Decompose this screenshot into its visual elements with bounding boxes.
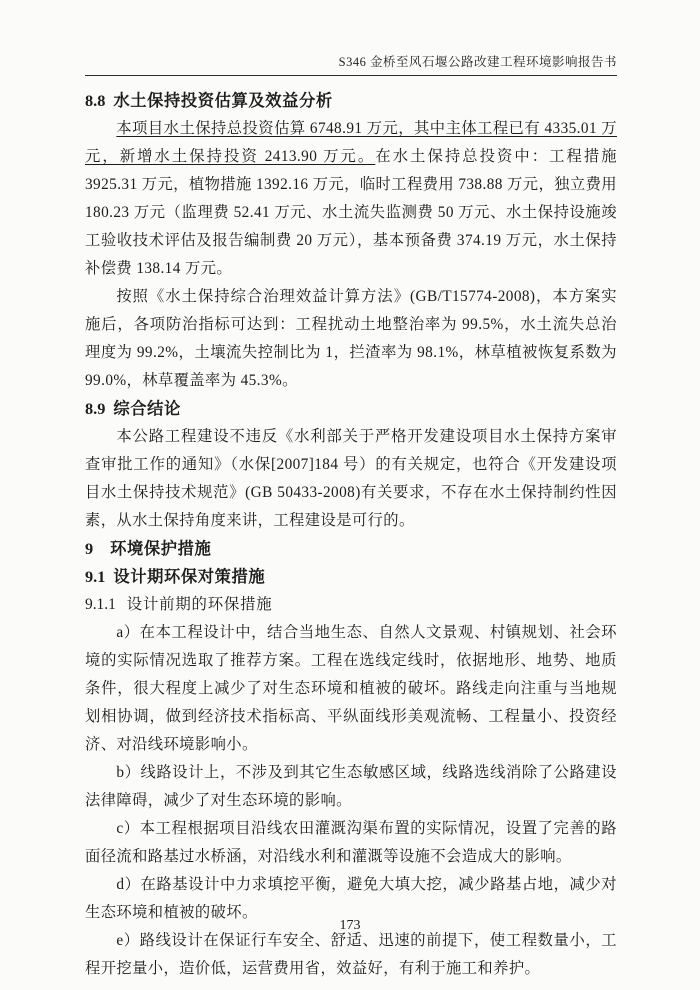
header-title: S346 金桥至风石堰公路改建工程环境影响报告书 xyxy=(338,55,617,69)
section-title: 设计前期的环保措施 xyxy=(126,596,273,613)
section-heading-9 xyxy=(85,535,617,563)
page-header xyxy=(85,54,617,76)
measure-item-c: c）本工程根据项目沿线农田灌溉沟渠布置的实际情况，设置了完善的路面径流和路基过水桥涵，对沿线水利和灌溉等设施不会造成大的影响。 xyxy=(85,820,617,865)
measure-item-e: e）路线设计在保证行车安全、舒适、迅速的前提下，使工程数量小，工程开挖量小，造价低，运营费用省，效益好，有利于施工和养护。 xyxy=(85,932,617,977)
section-title: 水土保持投资估算及效益分析 xyxy=(113,91,333,110)
paragraph-overall-conclusion: 本公路工程建设不违反《水利部关于严格开发建设项目水土保持方案审查审批工作的通知》（水保[2007]184 号）的有关规定，也符合《开发建设项目水土保持技术规范》(GB 50433-2008)有关要求，不存在水土保持制约性因素，从水土保持角度来讲，工程建设是可行的。 xyxy=(85,428,617,529)
section-number: 9.1.1 xyxy=(85,596,116,613)
section-heading-9-1 xyxy=(85,563,617,591)
section-title: 环境保护措施 xyxy=(110,539,212,558)
page-footer xyxy=(0,918,700,934)
section-heading-8-8 xyxy=(85,87,617,115)
page-number: 173 xyxy=(339,918,361,933)
investment-breakdown-text: 在水土保持总投资中：工程措施 3925.31 万元，植物措施 1392.16 万元，临时工程费用 738.88 万元，独立费用 180.23 万元（监理费 52.41 万元、水土流失监测费 50 万元、水土保持设施竣工验收技术评估及报告编制费 20 万元），基本预备费 374.19 万元，水土保持补偿费 138.14 万元。 xyxy=(85,148,617,277)
section-title: 综合结论 xyxy=(113,399,181,418)
section-heading-9-1-1 xyxy=(85,591,617,619)
measure-item-d: d）在路基设计中力求填挖平衡，避免大填大挖，减少路基占地，减少对生态环境和植被的破坏。 xyxy=(85,876,617,921)
section-number: 8.8 xyxy=(85,91,106,110)
paragraph-benefit-indicators: 按照《水土保持综合治理效益计算方法》(GB/T15774-2008)，本方案实施后，各项防治指标可达到：工程扰动土地整治率为 99.5%，水土流失总治理度为 99.2%，土壤流失控制比为 1，拦渣率为 98.1%，林草植被恢复系数为 99.0%，林草覆盖率为 45.3%。 xyxy=(85,288,617,389)
section-number: 8.9 xyxy=(85,399,106,418)
paragraph-investment-summary xyxy=(85,115,617,283)
underlined-investment-text: 本项目水土保持总投资估算 6748.91 万元，其中主体工程已有 4335.01 万元，新增水土保持投资 2413.90 万元。 xyxy=(85,120,617,165)
measure-item-b: b）线路设计上，不涉及到其它生态敏感区域，线路选线消除了公路建设法律障碍，减少了对生态环境的影响。 xyxy=(85,764,617,809)
section-heading-8-9 xyxy=(85,395,617,423)
section-number: 9.1 xyxy=(85,567,106,586)
section-title: 设计期环保对策措施 xyxy=(113,567,266,586)
section-number: 9 xyxy=(85,539,94,558)
measure-item-a: a）在本工程设计中，结合当地生态、自然人文景观、村镇规划、社会环境的实际情况选取了推荐方案。工程在选线定线时，依据地形、地势、地质条件，很大程度上减少了对生态环境和植被的破坏。路线走向注重与当地规划相协调，做到经济技术指标高、平纵面线形美观流畅、工程量小、投资经济、对沿线环境影响小。 xyxy=(85,624,617,753)
document-content xyxy=(85,76,617,983)
